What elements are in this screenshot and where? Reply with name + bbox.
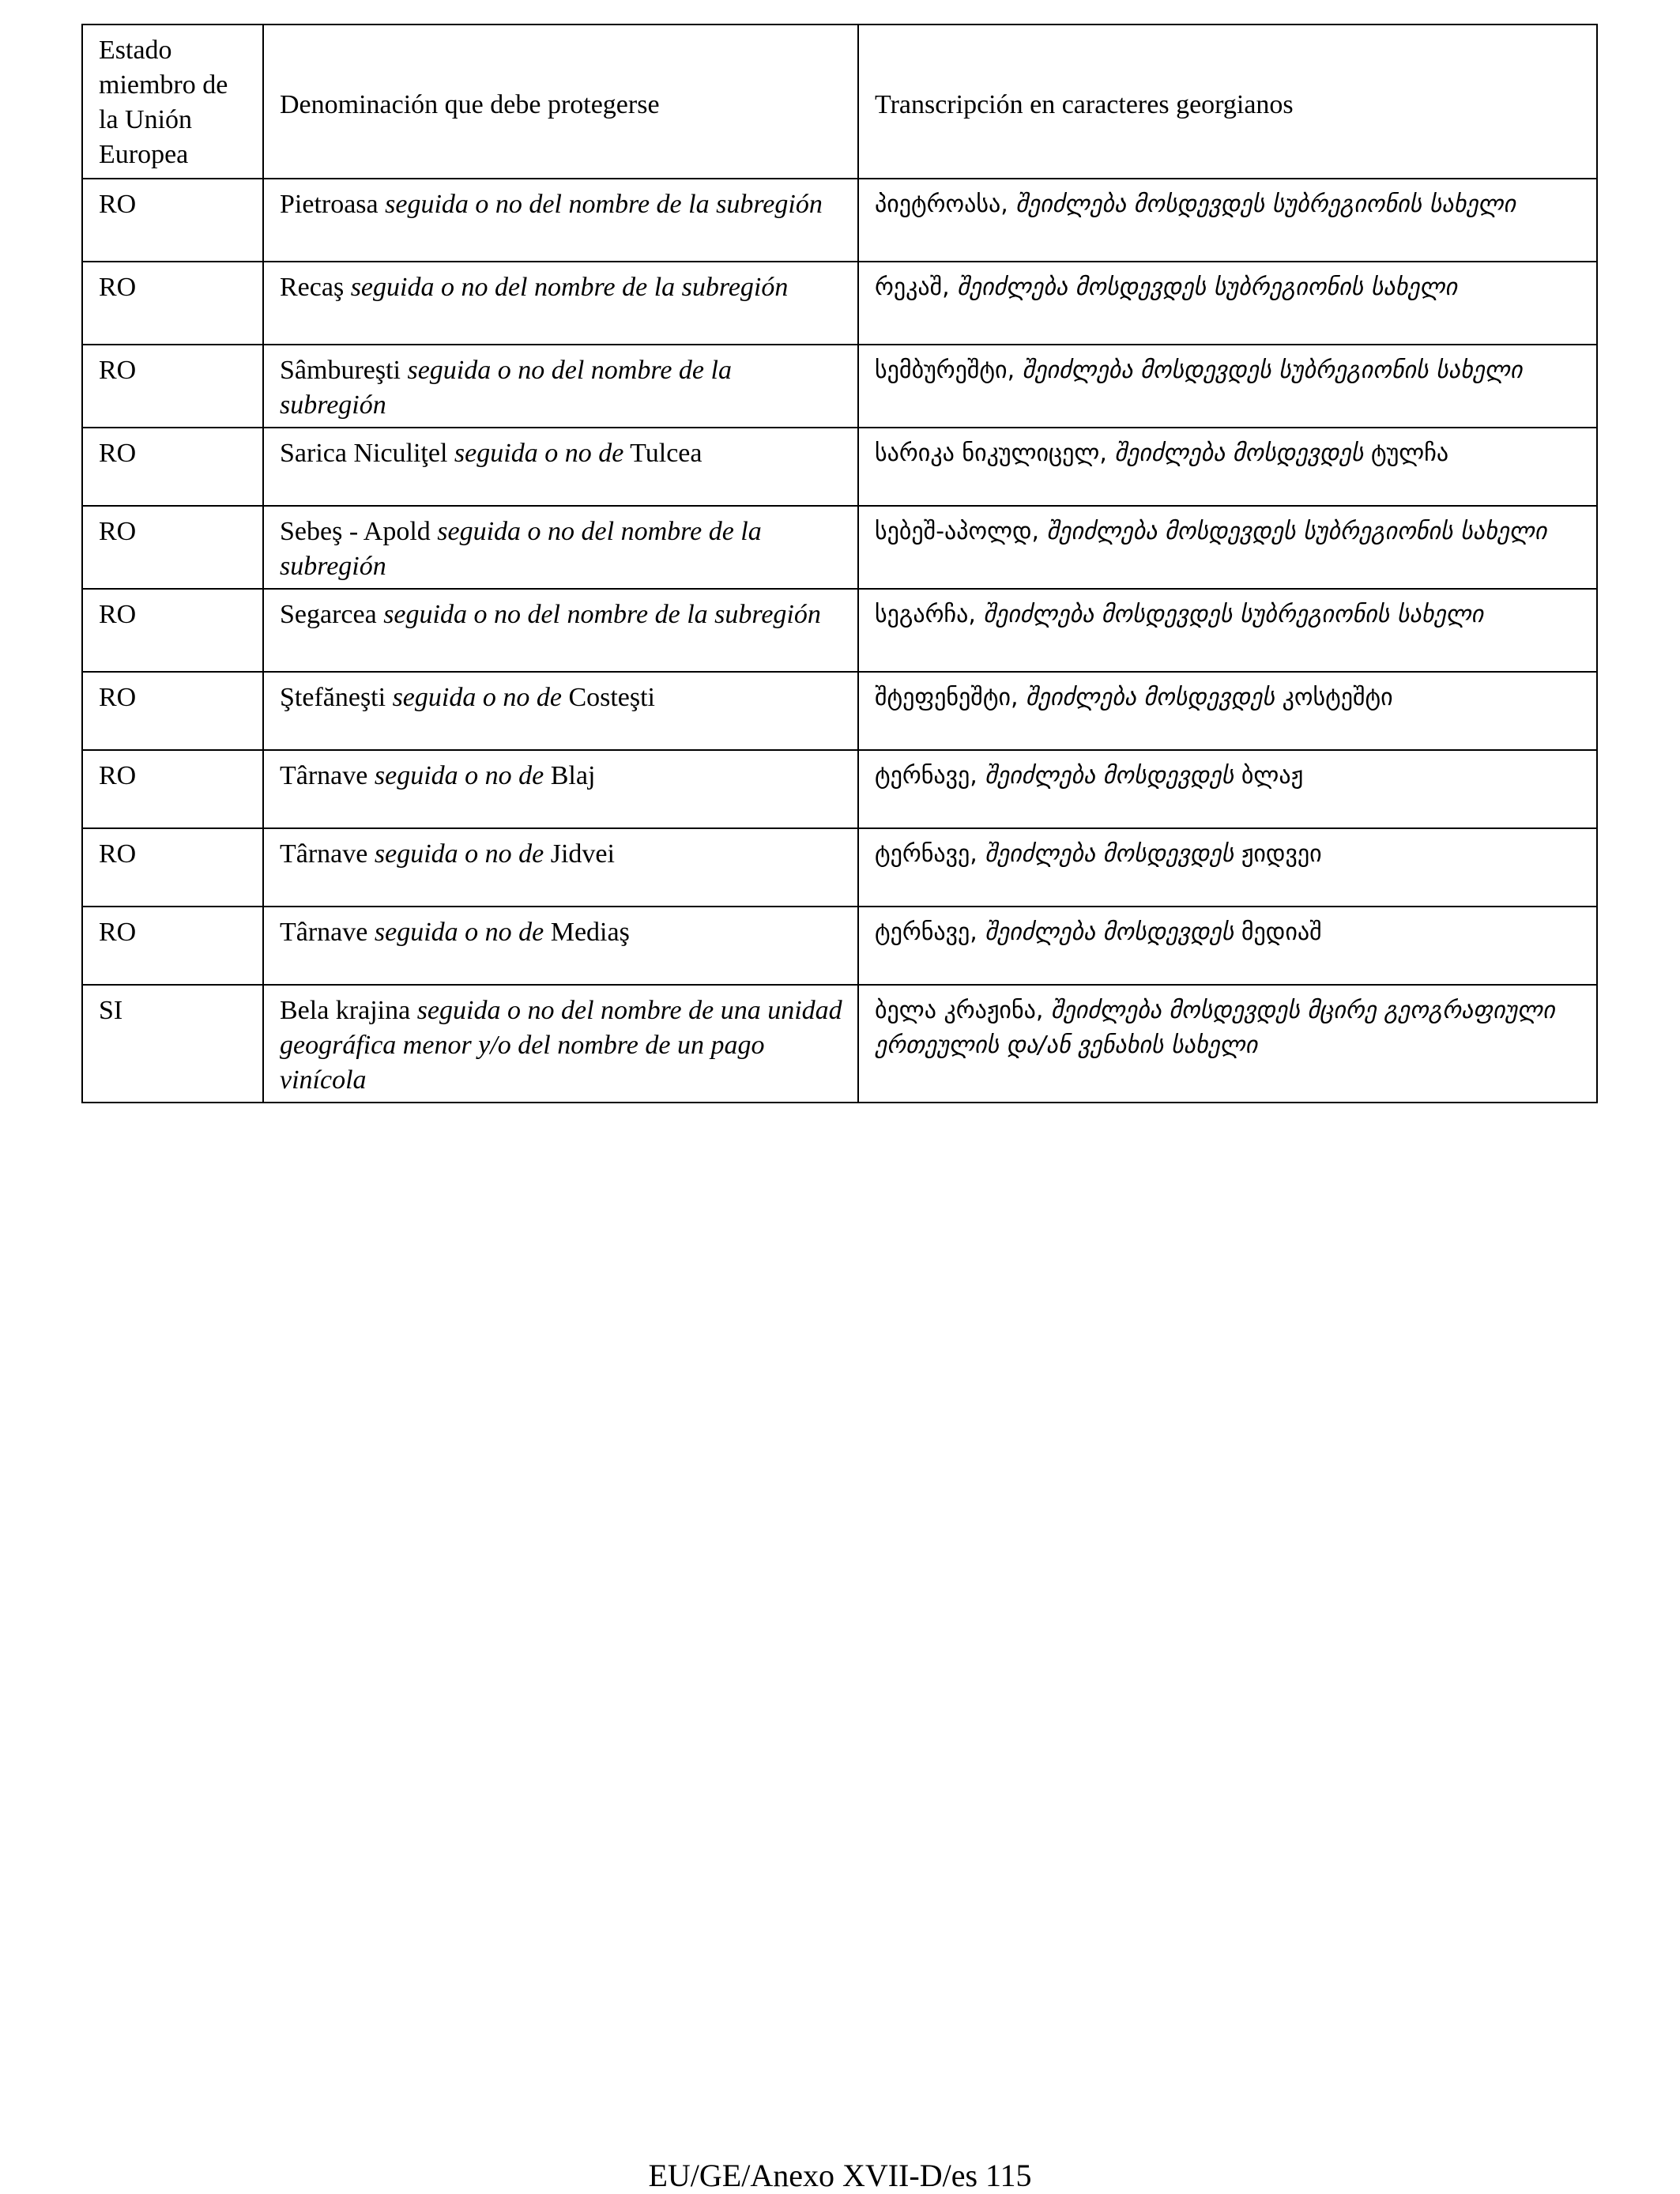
name-text: Ştefăneşti [280,683,386,712]
trans-text: სემბურეშტი, [875,356,1015,384]
name-suffix: Blaj [550,761,596,790]
member-state-cell: RO [82,672,263,750]
name-qualifier: seguida o no del nombre de la subregión [280,356,732,420]
trans-text: შტეფენეშტი, [875,684,1019,711]
trans-suffix: მედიაშ [1241,918,1322,946]
name-text: Pietroasa [280,190,379,219]
trans-qualifier: შეიძლება მოსდევდეს სუბრეგიონის სახელი [1015,190,1516,218]
name-qualifier: seguida o no de [374,918,544,947]
transcription-cell [858,589,1597,672]
trans-text: რეკაშ, [875,273,950,301]
name-suffix: Tulcea [630,439,703,468]
table-header-row [82,25,1597,179]
name-text: Sâmbureşti [280,356,401,385]
protected-name-cell [263,750,858,828]
transcription-cell [858,262,1597,345]
name-qualifier: seguida o no de [454,439,624,468]
table-row [82,428,1597,506]
designations-table [81,24,1598,1103]
member-state-cell: SI [82,985,263,1103]
protected-name-cell [263,672,858,750]
trans-text: ტერნავე, [875,918,977,946]
trans-qualifier: შეიძლება მოსდევდეს სუბრეგიონის სახელი [1046,518,1547,545]
transcription-cell [858,506,1597,589]
member-state-cell: RO [82,750,263,828]
protected-name-cell [263,262,858,345]
name-qualifier: seguida o no del nombre de la subregión [280,517,762,581]
member-state-cell: RO [82,907,263,985]
table-row [82,672,1597,750]
name-text: Târnave [280,761,368,790]
name-qualifier: seguida o no del nombre de una unidad geográfica menor y/o del nombre de un pago vinícola [280,996,842,1095]
table-row [82,907,1597,985]
trans-qualifier: შეიძლება მოსდევდეს [985,918,1234,946]
name-suffix: Jidvei [550,839,615,869]
trans-qualifier: შეიძლება მოსდევდეს [1114,439,1364,467]
trans-suffix: ბლაჟ [1241,762,1304,790]
name-qualifier: seguida o no del nombre de la subregión [385,190,823,219]
protected-name-cell [263,428,858,506]
name-qualifier: seguida o no de [374,839,544,869]
header-member-state: Estado miembro de la Unión Europea [82,25,263,179]
table-row [82,506,1597,589]
trans-text: ტერნავე, [875,840,977,868]
trans-qualifier: შეიძლება მოსდევდეს [985,840,1234,868]
transcription-cell [858,828,1597,907]
name-text: Bela krajina [280,996,411,1025]
transcription-cell [858,750,1597,828]
name-suffix: Mediaş [550,918,630,947]
table-row [82,828,1597,907]
protected-name-cell [263,589,858,672]
member-state-cell: RO [82,179,263,262]
transcription-cell [858,345,1597,428]
name-suffix: Costeşti [568,683,656,712]
protected-name-cell [263,828,858,907]
table-row [82,179,1597,262]
name-text: Sarica Niculiţel [280,439,448,468]
name-text: Sebeş - Apold [280,517,431,546]
trans-text: სარიკა ნიკულიცელ, [875,439,1107,467]
name-qualifier: seguida o no del nombre de la subregión [383,600,821,629]
transcription-cell [858,428,1597,506]
trans-qualifier: შეიძლება მოსდევდეს სუბრეგიონის სახელი [983,601,1484,628]
transcription-cell [858,985,1597,1103]
trans-qualifier: შეიძლება მოსდევდეს მცირე გეოგრაფიული ერთეულის და/ან ვენახის სახელი [875,997,1555,1059]
protected-name-cell [263,907,858,985]
trans-text: სეგარჩა, [875,601,976,628]
trans-text: სებეშ-აპოლდ, [875,518,1040,545]
transcription-cell [858,672,1597,750]
protected-name-cell [263,345,858,428]
page-footer: EU/GE/Anexo XVII-D/es 115 [648,2158,1032,2193]
name-qualifier: seguida o no de [374,761,544,790]
header-protected-name: Denominación que debe protegerse [263,25,858,179]
trans-qualifier: შეიძლება მოსდევდეს [985,762,1234,790]
table-row [82,345,1597,428]
protected-name-cell [263,985,858,1103]
member-state-cell: RO [82,589,263,672]
trans-suffix: კოსტეშტი [1282,684,1393,711]
name-text: Segarcea [280,600,377,629]
trans-qualifier: შეიძლება მოსდევდეს სუბრეგიონის სახელი [957,273,1457,301]
member-state-cell: RO [82,345,263,428]
trans-suffix: ჟიდვეი [1241,840,1322,868]
name-text: Târnave [280,839,368,869]
name-qualifier: seguida o no del nombre de la subregión [350,273,789,302]
trans-text: პიეტროასა, [875,190,1008,218]
member-state-cell: RO [82,262,263,345]
table-row [82,589,1597,672]
protected-name-cell [263,506,858,589]
trans-qualifier: შეიძლება მოსდევდეს [1026,684,1275,711]
trans-text: ტერნავე, [875,762,977,790]
member-state-cell: RO [82,828,263,907]
member-state-cell: RO [82,428,263,506]
protected-name-cell [263,179,858,262]
transcription-cell [858,179,1597,262]
name-text: Recaş [280,273,345,302]
table-row [82,262,1597,345]
name-text: Târnave [280,918,368,947]
header-georgian-transcription: Transcripción en caracteres georgianos [858,25,1597,179]
name-qualifier: seguida o no de [392,683,562,712]
table-row [82,985,1597,1103]
member-state-cell: RO [82,506,263,589]
transcription-cell [858,907,1597,985]
trans-suffix: ტულჩა [1370,439,1449,467]
table-row [82,750,1597,828]
trans-qualifier: შეიძლება მოსდევდეს სუბრეგიონის სახელი [1022,356,1523,384]
trans-text: ბელა კრაჟინა, [875,997,1044,1024]
